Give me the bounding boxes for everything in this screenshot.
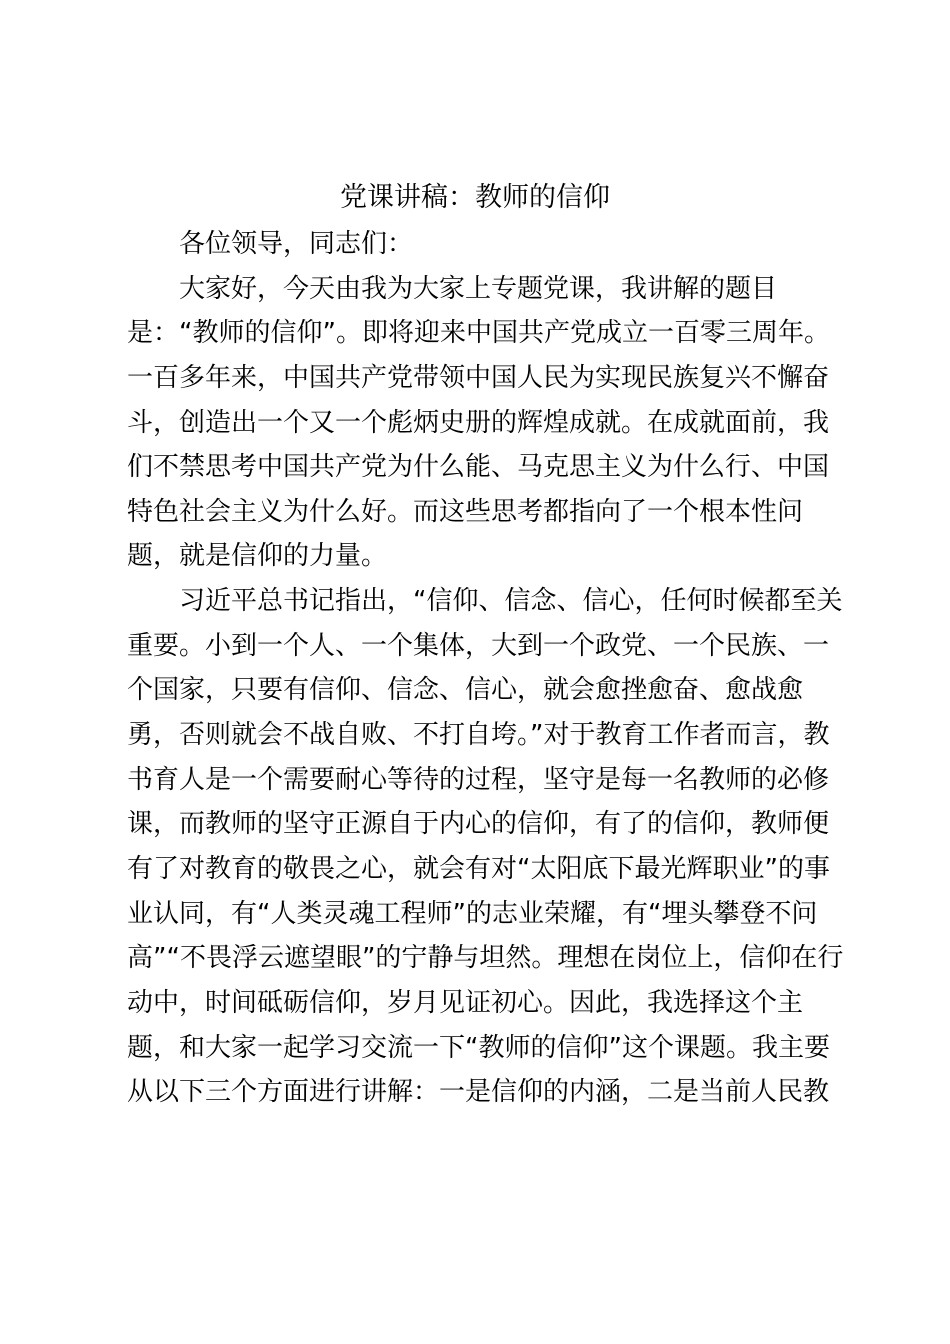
- paragraph-line: 题，就是信仰的力量。: [127, 541, 388, 572]
- paragraph-line: 个国家，只要有信仰、信念、信心，就会愈挫愈奋、愈战愈: [127, 675, 804, 706]
- paragraph-line: 从以下三个方面进行讲解：一是信仰的内涵，二是当前人民教: [127, 1077, 830, 1108]
- paragraph-line: 斗，创造出一个又一个彪炳史册的辉煌成就。在成就面前，我: [127, 407, 830, 438]
- paragraph-line: 业认同，有“人类灵魂工程师”的志业荣耀，有“埋头攀登不问: [127, 898, 818, 929]
- paragraph-line: 重要。小到一个人、一个集体，大到一个政党、一个民族、一: [127, 630, 830, 661]
- paragraph-line: 一百多年来，中国共产党带领中国人民为实现民族复兴不懈奋: [127, 362, 830, 393]
- salutation-line: 各位领导，同志们：: [179, 229, 414, 259]
- paragraph-line: 们不禁思考中国共产党为什么能、马克思主义为什么行、中国: [127, 452, 830, 483]
- paragraph-line: 勇，否则就会不战自败、不打自垮。”对于教育工作者而言，教: [127, 720, 830, 751]
- document-title: 党课讲稿：教师的信仰: [340, 182, 610, 213]
- document-body: [127, 222, 844, 1115]
- paragraph-line: 特色社会主义为什么好。而这些思考都指向了一个根本性问: [127, 496, 804, 527]
- paragraph-line: 题，和大家一起学习交流一下“教师的信仰”这个课题。我主要: [127, 1032, 830, 1063]
- paragraph-line: 是：“教师的信仰”。即将迎来中国共产党成立一百零三周年。: [127, 318, 830, 349]
- paragraph-line: 高”“不畏浮云遮望眼”的宁静与坦然。理想在岗位上，信仰在行: [127, 943, 844, 974]
- paragraph-line: 书育人是一个需要耐心等待的过程，坚守是每一名教师的必修: [127, 764, 830, 795]
- paragraph-line: 有了对教育的敬畏之心，就会有对“太阳底下最光辉职业”的事: [127, 853, 830, 884]
- paragraph-line: 大家好，今天由我为大家上专题党课，我讲解的题目: [179, 273, 778, 304]
- paragraph-line: 动中，时间砥砺信仰，岁月见证初心。因此，我选择这个主: [127, 987, 804, 1018]
- paragraph-line: 课，而教师的坚守正源自于内心的信仰，有了的信仰，教师便: [127, 809, 830, 840]
- paragraph-line: 习近平总书记指出，“信仰、信念、信心，任何时候都至关: [179, 586, 843, 617]
